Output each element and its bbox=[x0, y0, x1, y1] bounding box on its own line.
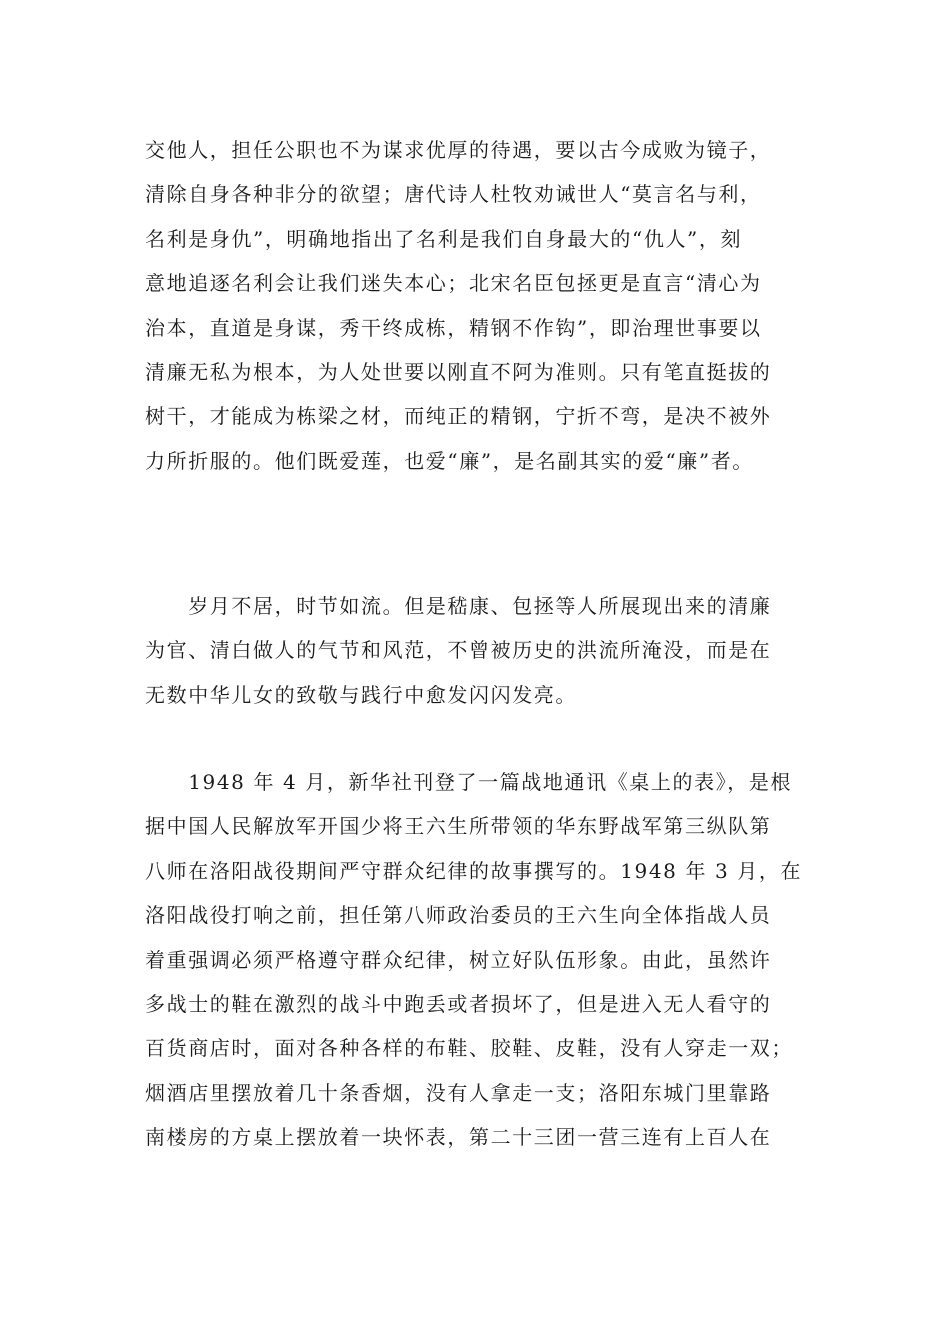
text-line: 意地追逐名利会让我们迷失本心；北宋名臣包拯更是直言“清心为 bbox=[145, 271, 762, 296]
text-line: 洛阳战役打响之前，担任第八师政治委员的王六生向全体指战人员 bbox=[145, 903, 772, 928]
text-line: 烟酒店里摆放着几十条香烟，没有人拿走一支；洛阳东城门里靠路 bbox=[145, 1080, 772, 1105]
paragraph bbox=[145, 584, 771, 717]
text-line: 着重强调必须严格遵守群众纪律，树立好队伍形象。由此，虽然许 bbox=[145, 947, 772, 972]
text-line: 交他人，担任公职也不为谋求优厚的待遇，要以古今成败为镜子， bbox=[145, 138, 772, 162]
text-line: 力所折服的。他们既爱莲，也爱“廉”，是名副其实的爱“廉”者。 bbox=[145, 448, 754, 473]
paragraph bbox=[145, 128, 771, 483]
text-line: 岁月不居，时节如流。但是嵇康、包拯等人所展现出来的清廉 bbox=[145, 594, 772, 618]
text-line: 据中国人民解放军开国少将王六生所带领的华东野战军第三纵队第 bbox=[145, 814, 772, 839]
text-line: 无数中华儿女的致敬与践行中愈发闪闪发亮。 bbox=[145, 682, 577, 707]
text-line: 南楼房的方桌上摆放着一块怀表，第二十三团一营三连有上百人在 bbox=[145, 1125, 772, 1150]
text-line: 名利是身仇”，明确地指出了名利是我们自身最大的“仇人”，刻 bbox=[145, 226, 743, 251]
text-line: 1948 年 4 月，新华社刊登了一篇战地通讯《桌上的表》，是根 bbox=[145, 770, 793, 794]
text-line: 治本，直道是身谋，秀干终成栋，精钢不作钩”，即治理世事要以 bbox=[145, 315, 762, 340]
text-line: 清除自身各种非分的欲望；唐代诗人杜牧劝诫世人“莫言名与利， bbox=[145, 182, 762, 207]
paragraph bbox=[145, 760, 802, 1160]
text-line: 八师在洛阳战役期间严守群众纪律的故事撰写的。1948 年 3 月，在 bbox=[145, 858, 803, 883]
text-line: 清廉无私为根本，为人处世要以刚直不阿为准则。只有笔直挺拔的 bbox=[145, 359, 772, 384]
text-line: 百货商店时，面对各种各样的布鞋、胶鞋、皮鞋，没有人穿走一双； bbox=[145, 1036, 793, 1061]
text-line: 树干，才能成为栋梁之材，而纯正的精钢，宁折不弯，是决不被外 bbox=[145, 404, 772, 429]
text-line: 多战士的鞋在激烈的战斗中跑丢或者损坏了，但是进入无人看守的 bbox=[145, 991, 772, 1016]
text-line: 为官、清白做人的气节和风范，不曾被历史的洪流所淹没，而是在 bbox=[145, 638, 772, 663]
